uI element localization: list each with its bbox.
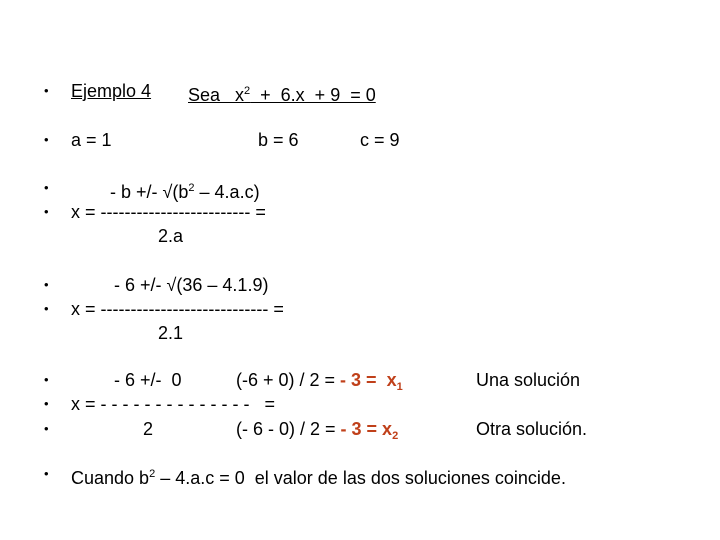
solution-2-value xyxy=(340,419,399,442)
formula-denominator: 2.a xyxy=(158,226,184,246)
equation-rest: + 6.x + 9 = 0 xyxy=(250,85,376,105)
solution-2-subscript: 2 xyxy=(392,430,399,442)
substitution-numerator: - 6 +/- √(36 – 4.1.9) xyxy=(114,275,269,295)
solution-1-expression: (-6 + 0) / 2 = xyxy=(236,370,341,390)
bullet: • xyxy=(44,466,49,481)
solution-1-value xyxy=(340,370,403,393)
solution-2-note: Otra solución. xyxy=(476,419,588,439)
equation-exponent: 2 xyxy=(244,85,251,97)
bullet: • xyxy=(44,421,49,436)
conclusion-rest: – 4.a.c = 0 el valor de las dos soluciones coincide. xyxy=(155,468,566,488)
equation-statement xyxy=(188,80,376,106)
bullet: • xyxy=(44,132,49,147)
result-fraction-line: x = - - - - - - - - - - - - - - = xyxy=(71,394,275,414)
coef-a: a = 1 xyxy=(71,130,112,150)
substitution-denominator: 2.1 xyxy=(158,323,184,343)
result-denominator: 2 xyxy=(143,419,154,439)
solution-2-expression: (- 6 - 0) / 2 = xyxy=(236,419,341,439)
solution-1-note: Una solución xyxy=(476,370,581,390)
formula-numerator-lead: - b +/- √(b xyxy=(110,182,189,202)
coef-b: b = 6 xyxy=(258,130,299,150)
bullet: • xyxy=(44,180,49,195)
bullet: • xyxy=(44,396,49,411)
solution-1-value-text: - 3 = x xyxy=(340,370,397,390)
formula-exponent: 2 xyxy=(188,182,195,194)
substitution-fraction-line: x = ---------------------------- = xyxy=(71,299,284,319)
bullet: • xyxy=(44,277,49,292)
formula-fraction-line: x = ------------------------- = xyxy=(71,202,266,222)
result-numerator: - 6 +/- 0 xyxy=(114,370,182,390)
coef-c: c = 9 xyxy=(360,130,400,150)
solution-2-value-text: - 3 = x xyxy=(340,419,393,439)
example-title: Ejemplo 4 xyxy=(71,81,152,101)
conclusion xyxy=(71,463,566,489)
solution-1-subscript: 1 xyxy=(396,381,403,393)
formula-numerator-rest: – 4.a.c) xyxy=(194,182,260,202)
conclusion-lead: Cuando b xyxy=(71,468,150,488)
conclusion-exponent: 2 xyxy=(149,468,156,480)
solution-2 xyxy=(236,418,398,447)
bullet: • xyxy=(44,204,49,219)
equation-lead: Sea x xyxy=(188,85,245,105)
bullet: • xyxy=(44,83,49,98)
bullet: • xyxy=(44,301,49,316)
bullet: • xyxy=(44,372,49,387)
formula-numerator xyxy=(110,177,260,203)
